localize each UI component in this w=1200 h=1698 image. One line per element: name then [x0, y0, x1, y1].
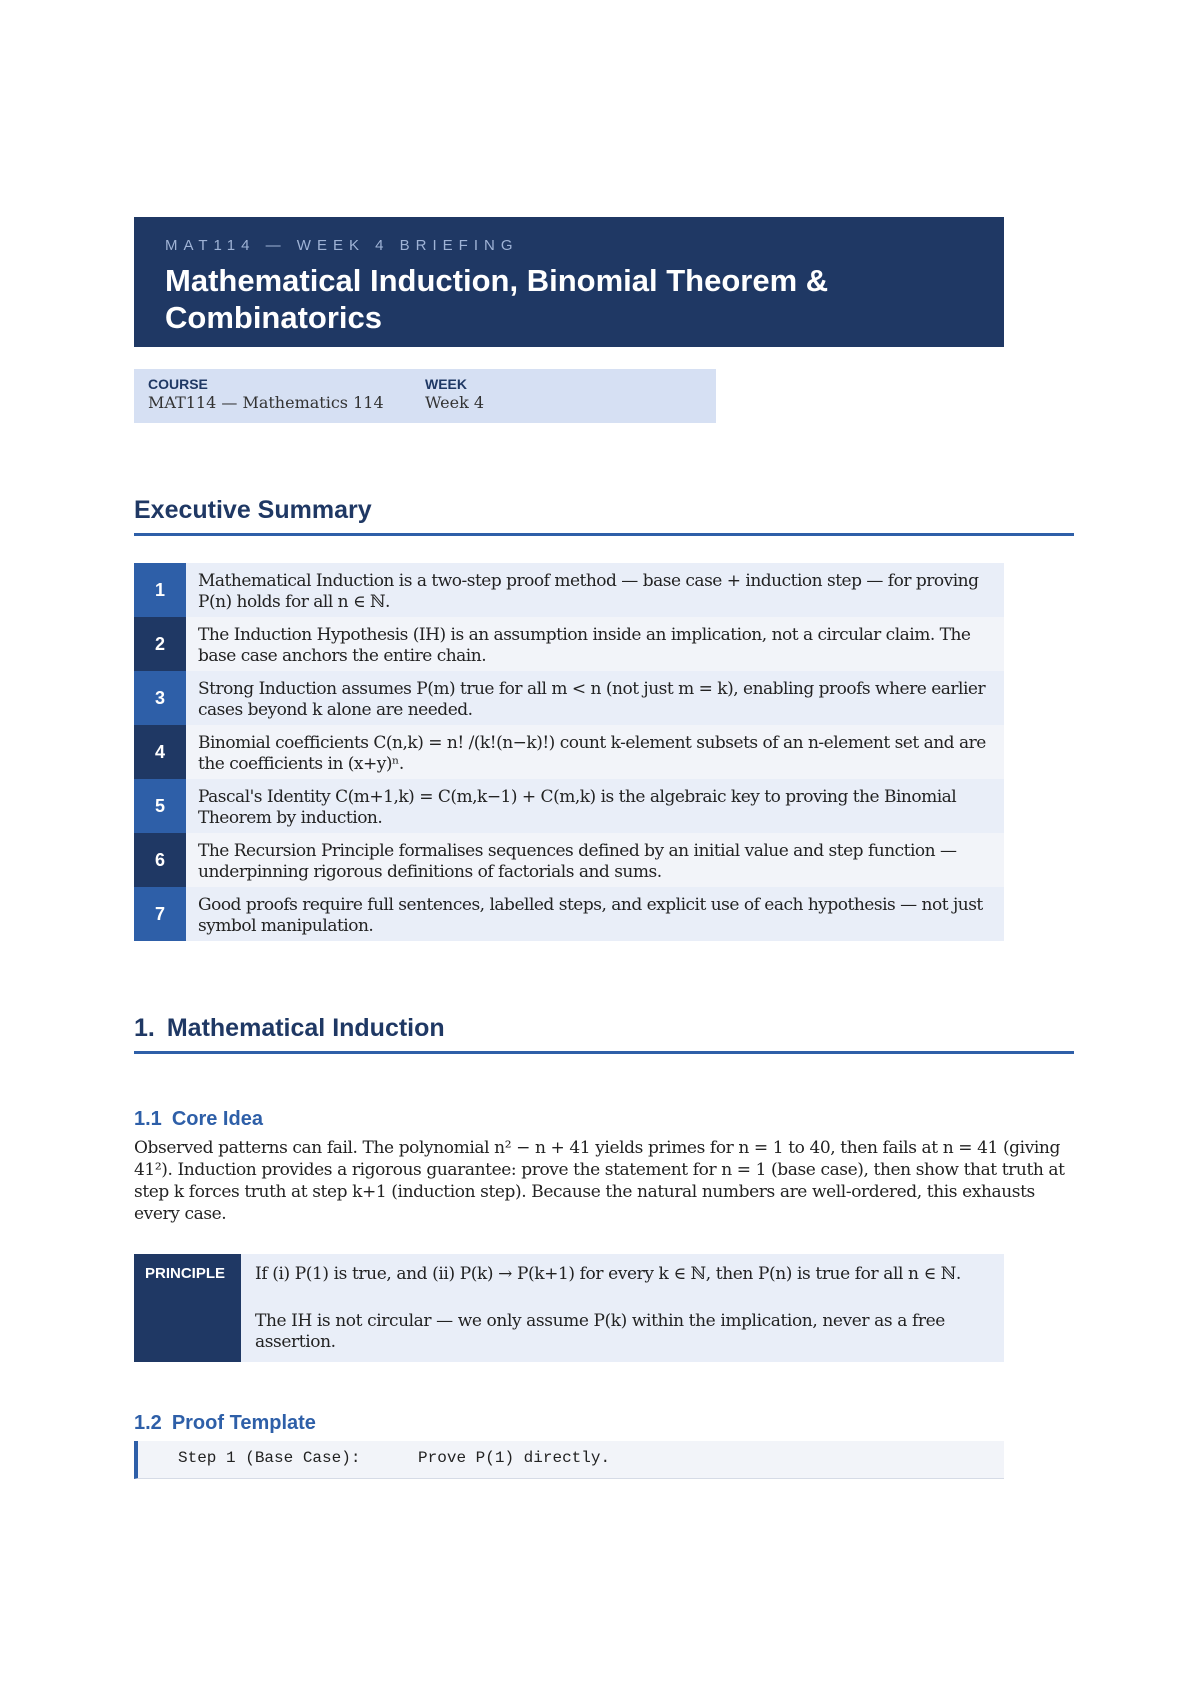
summary-item [134, 563, 1004, 617]
title-line-2: Combinatorics [165, 300, 383, 335]
summary-number: 2 [134, 617, 186, 671]
summary-item [134, 671, 1004, 725]
week-label: WEEK [425, 376, 467, 392]
summary-text: Good proofs require full sentences, labelled steps, and explicit use of each hypothesis — not just symbol manipulation. [186, 887, 1004, 941]
summary-item [134, 833, 1004, 887]
document-title [165, 262, 973, 336]
summary-item [134, 779, 1004, 833]
summary-text: Strong Induction assumes P(m) true for all m < n (not just m = k), enabling proofs where earlier cases beyond k alone are needed. [186, 671, 1004, 725]
course-eyebrow: MAT114 — WEEK 4 BRIEFING [165, 237, 519, 254]
principle-body [241, 1254, 1004, 1362]
meta-week [425, 375, 702, 417]
summary-number: 1 [134, 563, 186, 617]
week-value: Week 4 [425, 393, 485, 412]
summary-text: Mathematical Induction is a two-step proof method — base case + induction step — for proving P(n) holds for all n ∈ ℕ. [186, 563, 1004, 617]
summary-item [134, 617, 1004, 671]
executive-summary-heading: Executive Summary [134, 496, 1074, 536]
summary-list [134, 563, 1004, 941]
summary-text: The Recursion Principle formalises sequences defined by an initial value and step function — underpinning rigorous definitions of factorials and sums. [186, 833, 1004, 887]
summary-number: 3 [134, 671, 186, 725]
subsection-1-1-heading [134, 1108, 263, 1131]
principle-statement: If (i) P(1) is true, and (ii) P(k) → P(k+1) for every k ∈ ℕ, then P(n) is true for all n ∈ ℕ. [255, 1264, 961, 1284]
principle-callout [134, 1254, 1004, 1362]
subsection-number: 1.1 [134, 1108, 162, 1130]
summary-item [134, 887, 1004, 941]
section-title: Mathematical Induction [166, 1014, 445, 1042]
summary-number: 5 [134, 779, 186, 833]
summary-text: The Induction Hypothesis (IH) is an assumption inside an implication, not a circular claim. The base case anchors the entire chain. [186, 617, 1004, 671]
subsection-1-2-heading [134, 1412, 316, 1435]
summary-number: 6 [134, 833, 186, 887]
summary-number: 4 [134, 725, 186, 779]
title-line-1: Mathematical Induction, Binomial Theorem & [165, 263, 829, 298]
course-label: COURSE [148, 376, 208, 392]
subsection-title: Core Idea [171, 1108, 263, 1130]
meta-box [134, 369, 716, 423]
summary-text: Binomial coefficients C(n,k) = n! /(k!(n−k)!) count k-element subsets of an n-element set and are the coefficients in (x+y)ⁿ. [186, 725, 1004, 779]
subsection-number: 1.2 [134, 1412, 162, 1434]
summary-number: 7 [134, 887, 186, 941]
title-banner [134, 217, 1004, 347]
summary-item [134, 725, 1004, 779]
section-1-heading [134, 1014, 1074, 1054]
principle-label: PRINCIPLE [134, 1254, 241, 1362]
principle-note: The IH is not circular — we only assume P(k) within the implication, never as a free assertion. [255, 1311, 945, 1352]
proof-template-code: Step 1 (Base Case): Prove P(1) directly. [134, 1441, 1004, 1479]
subsection-title: Proof Template [171, 1412, 316, 1434]
course-value: MAT114 — Mathematics 114 [148, 393, 384, 412]
section-number: 1. [134, 1014, 155, 1042]
summary-text: Pascal's Identity C(m+1,k) = C(m,k−1) + C(m,k) is the algebraic key to proving the Binomial Theorem by induction. [186, 779, 1004, 833]
meta-course [148, 375, 425, 417]
core-idea-paragraph: Observed patterns can fail. The polynomial n² − n + 41 yields primes for n = 1 to 40, then fails at n = 41 (giving 41²). Induction provides a rigorous guarantee: prove the statement for n = 1 (base case), then show that truth at step k forces truth at step k+1 (induction step). Because the natural numbers are well-ordered, this exhausts every case. [134, 1138, 1065, 1224]
